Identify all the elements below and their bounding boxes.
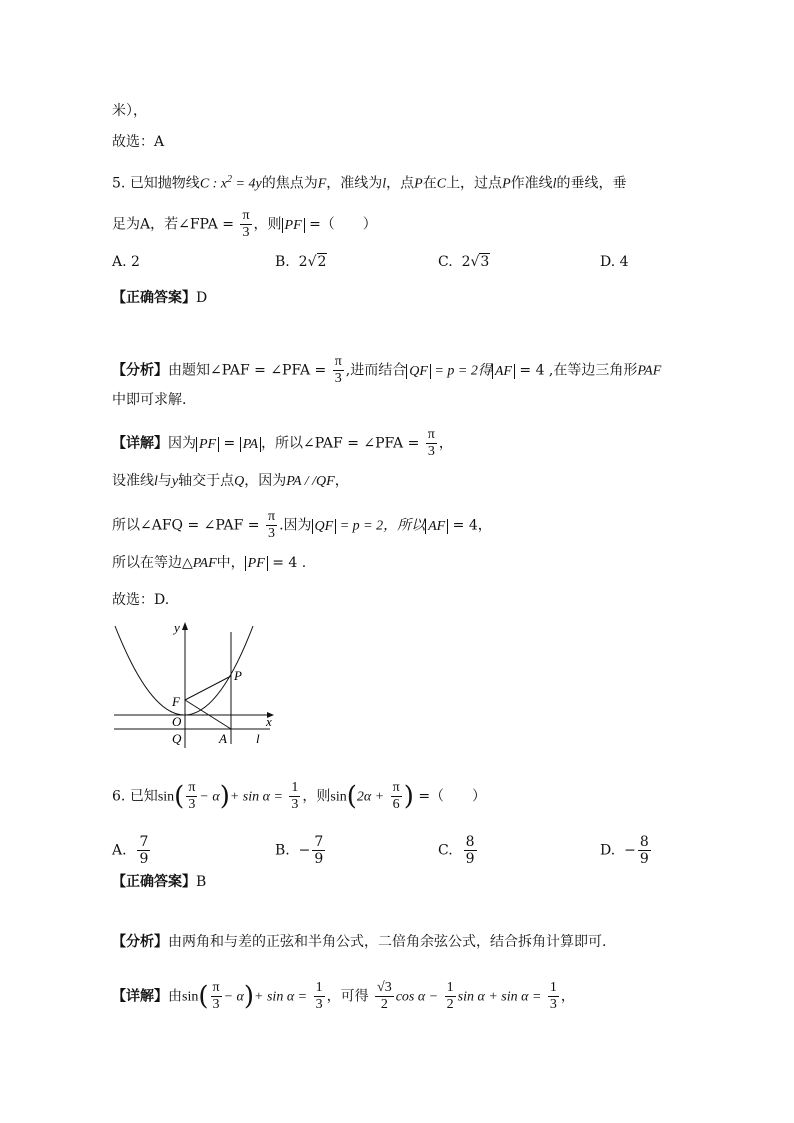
label-f: F xyxy=(172,694,180,709)
q5-detail-line3: 所以∠AFQ = ∠PAF = $\frac{\pi}{3}$ .因为 QF = p = 2，所以 AF = 4， xyxy=(112,509,492,541)
q6-option-d[interactable]: D. − $\frac{8}{9}$ xyxy=(600,834,649,867)
parabola-curve xyxy=(115,626,253,715)
q5-stem-line1: 5. 已知抛物线C : $x^2 = 4y$的焦点为F，准线为l，点P在C上，过点P作准线l的垂线，垂 xyxy=(112,174,627,192)
q6-answer: 【正确答案】B xyxy=(112,874,207,890)
q6-detail: 【详解】由sin( $\frac{\pi}{3}$ − α)+ sin α = $\frac{1}{3}$ ，可得 $\frac{√3}{2}$ cos α − $\frac{1}{2}$ sin α + sin α = $\frac{1}{3}$ ， xyxy=(112,980,575,1012)
label-p: P xyxy=(234,668,242,683)
q5-choice: 故选：D. xyxy=(112,592,170,608)
continued-text: 米）， xyxy=(112,103,147,119)
q6-number: 6. xyxy=(112,788,126,805)
q5-option-b[interactable]: B. 2√2 xyxy=(275,254,327,270)
label-a: A xyxy=(219,731,227,746)
prev-choice: 故选：A xyxy=(112,134,165,150)
y-axis-arrow xyxy=(182,622,188,630)
q5-stem-line2: 足为A，若∠FPA = $\frac{\pi}{3}$ ，则 PF =（ ） xyxy=(112,208,377,240)
q6-option-c[interactable]: C. $\frac{8}{9}$ xyxy=(438,834,475,867)
q5-detail-line1: 【详解】因为 PF = PA ，所以∠PAF = ∠PFA = $\frac{\pi}{3}$ ， xyxy=(112,427,453,459)
q5-option-c[interactable]: C. 2√3 xyxy=(438,254,490,270)
label-o: O xyxy=(172,714,182,729)
q5-answer: 【正确答案】D xyxy=(112,290,208,306)
label-l: l xyxy=(256,731,260,746)
q5-option-d[interactable]: D. 4 xyxy=(600,254,629,270)
q6-option-a[interactable]: A. $\frac{7}{9}$ xyxy=(112,834,149,867)
q5-number: 5. xyxy=(112,175,126,192)
parabola-figure xyxy=(110,618,280,750)
q6-option-b[interactable]: B. − $\frac{7}{9}$ xyxy=(275,834,324,867)
label-x: x xyxy=(266,714,272,729)
q6-analysis: 【分析】由两角和与差的正弦和半角公式，二倍角余弦公式，结合拆角计算即可. xyxy=(112,934,607,950)
label-q: Q xyxy=(172,731,182,746)
q5-analysis-line2: 中即可求解. xyxy=(112,392,187,408)
q5-detail-line2: 设准线l与y轴交于点Q，因为PA / /QF， xyxy=(112,473,349,489)
fraction-pi-3: $\frac{\pi}{3}$ xyxy=(242,208,250,240)
label-y: y xyxy=(174,620,180,635)
q5-analysis-line1: 【分析】由题知∠PAF = ∠PFA = $\frac{\pi}{3}$ ,进而结合 QF = p = 2得 AF = 4 ,在等边三角形PAF xyxy=(112,354,662,386)
q5-option-a[interactable]: A. 2 xyxy=(112,254,140,270)
q5-detail-line4: 所以在等边△PAF中， PF = 4 . xyxy=(112,555,307,571)
segment-fp xyxy=(185,676,231,700)
q6-stem: 6. 已知sin( $\frac{\pi}{3}$ − α)+ sin α = $\frac{1}{3}$ ，则sin(2α + $\frac{\pi}{6}$ ) =（ ） xyxy=(112,780,487,812)
